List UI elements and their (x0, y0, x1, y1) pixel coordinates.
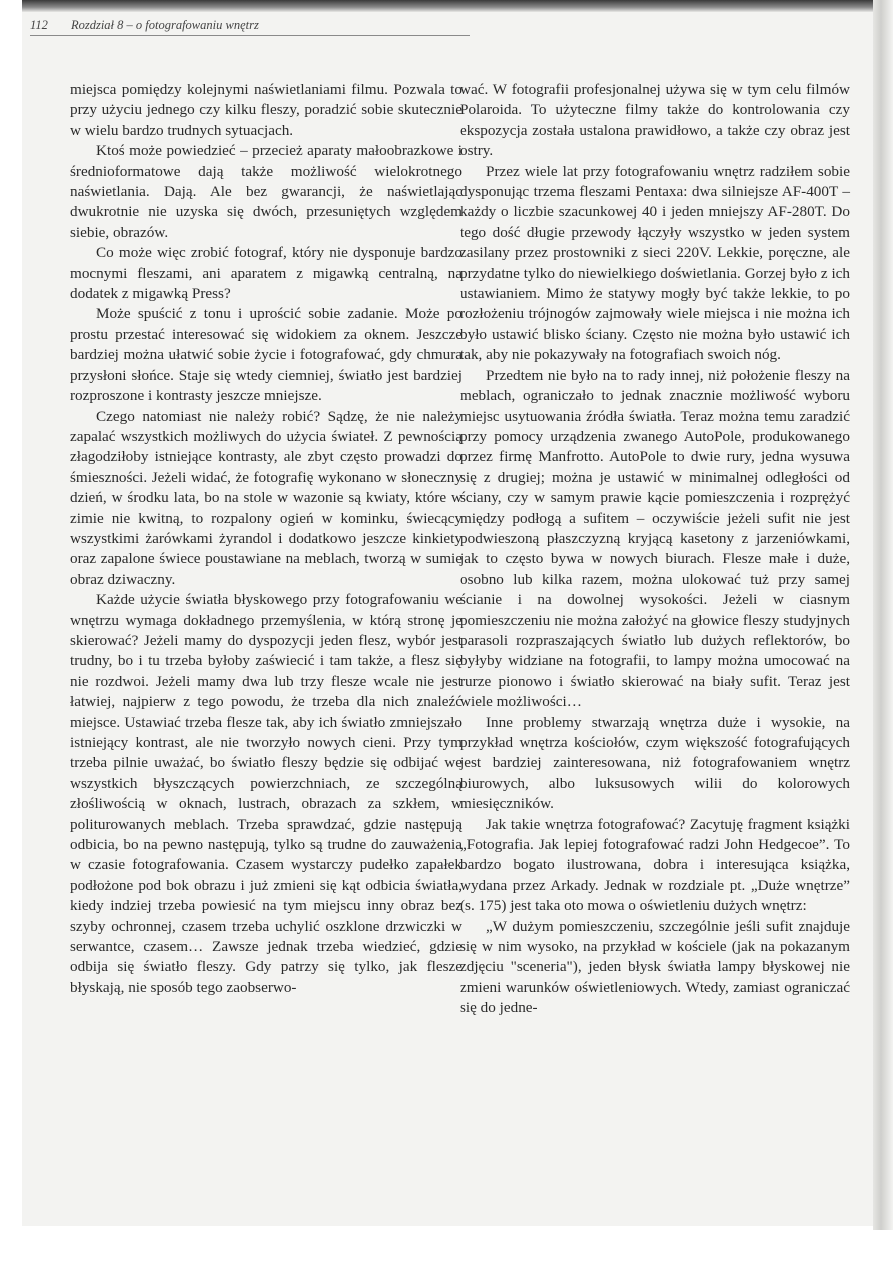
paragraph: miejsca pomiędzy kolejnymi naświetlaniami filmu. Pozwala to przy użyciu jednego czy kilku fleszy, poradzić sobie skutecznie w wielu bardzo trudnych sytuacjach. (70, 81, 462, 139)
page-number: 112 (30, 18, 48, 32)
paragraph: Czego natomiast nie należy robić? Sądzę, że nie należy zapalać wszystkich możliwych do użycia świateł. Z pewnością złagodziłoby istniejące kontrasty, ale zbyt często prowadzi do śmieszności. Jeżeli widać, że fotografię wykonano w słoneczny dzień, w środku lata, bo na stole w wazonie są kwiaty, które w zimie nie kwitną, to rozpalony ogień w kominku, świecący wszystkimi żarówkami żyrandol i dodatkowo jeszcze kinkiety oraz zapalone świece poustawiane na meblach, tworzą w sumie obraz dziwaczny. (70, 407, 462, 588)
paragraph: „W dużym pomieszczeniu, szczególnie jeśli sufit znajduje się w nim wysoko, na przykład w kościele (jak na pokazanym zdjęciu "sceneria"), jeden błysk światła lampy błyskowej nie zmieni warunków oświetleniowych. Wtedy, zamiast ograniczać się do jedne- (460, 917, 850, 1017)
right-text-column (460, 80, 850, 1019)
scan-left-margin (0, 0, 22, 1230)
paragraph: Inne problemy stwarzają wnętrza duże i wysokie, na przykład wnętrza kościołów, czym większość fotografujących jest bardziej zainteresowana, niż fotografowaniem wnętrz biurowych, albo luksusowych wilii do kolorowych miesięczników. (460, 713, 850, 813)
paragraph: wać. W fotografii profesjonalnej używa się w tym celu filmów Polaroida. To użyteczne filmy także do kontrolowania czy ekspozycja została ustalona prawidłowo, a także czy obraz jest ostry. (460, 81, 850, 160)
scan-right-edge (873, 0, 893, 1230)
paragraph: Przez wiele lat przy fotografowaniu wnętrz radziłem sobie dysponując trzema fleszami Pentaxa: dwa silniejsze AF-400T – każdy o liczbie szacunkowej 40 i jeden mniejszy AF-280T. Do tego dość długie przewody łączyły wszystko w jeden system zasilany przez prostowniki z sieci 220V. Lekkie, poręczne, ale przydatne tylko do niewielkiego doświetlania. Gorzej było z ich ustawianiem. Mimo że statywy mogły być także lekkie, to po rozłożeniu trójnogów zajmowały wiele miejsca i nie można ich było ustawić blisko ściany. Często nie można było ustawić ich tak, aby nie pokazywały na fotografiach swoich nóg. (460, 162, 850, 364)
running-title: Rozdział 8 – o fotografowaniu wnętrz (70, 18, 259, 32)
left-text-column (70, 80, 462, 998)
scan-top-edge (22, 0, 893, 12)
paragraph: Może spuścić z tonu i uprościć sobie zadanie. Może po prostu przestać interesować się widokiem za oknem. Jeszcze bardziej można ułatwić sobie życie i fotografować, gdy chmura przysłoni słońce. Staje się wtedy ciemniej, światło jest bardziej rozproszone i kontrasty jeszcze mniejsze. (70, 305, 462, 405)
running-header (30, 18, 470, 36)
paragraph: Każde użycie światła błyskowego przy fotografowaniu we wnętrzu wymaga dokładnego przemyślenia, w którą stronę je skierować? Jeżeli mamy do dyspozycji jeden flesz, wybór jest trudny, bo i tu trzeba byłoby zaświecić i tam także, a flesz się nie rozdwoi. Jeżeli mamy dwa lub trzy flesze wcale nie jest łatwiej, najpierw z tego powodu, że trzeba dla nich znaleźć miejsce. Ustawiać trzeba flesze tak, aby ich światło zmniejszało istniejący kontrast, ale nie tworzyło nowych cieni. Przy tym trzeba pilnie uważać, bo światło fleszy będzie się odbijać we wszystkich błyszczących powierzchniach, ze szczególną złośliwością w oknach, lustrach, obrazach za szkłem, w politurowanych meblach. Trzeba sprawdzać, gdzie następują odbicia, bo na pewno następują, tylko są trudne do zauważenia w czasie fotografowania. Czasem wystarczy pudełko zapałek podłożone pod bok obrazu i już zmieni się kąt odbicia światła, kiedy indziej trzeba powiesić na tym miejscu inny obraz bez szyby ochronnej, czasem trzeba uchylić oszklone drzwiczki w serwantce, czasem… Zawsze jednak trzeba wiedzieć, gdzie odbija się światło fleszy. Gdy patrzy się tylko, jak flesze błyskają, nie sposób tego zaobserwo- (70, 591, 462, 996)
paragraph: Co może więc zrobić fotograf, który nie dysponuje bardzo mocnymi fleszami, ani aparatem z migawką centralną, na dodatek z migawką Press? (70, 244, 462, 303)
paragraph: Przedtem nie było na to rady innej, niż położenie fleszy na meblach, ograniczało to jednak znacznie możliwość wyboru miejsc usytuowania źródła światła. Teraz można temu zaradzić przy pomocy urządzenia zwanego AutoPole, produkowanego przez firmę Manfrotto. AutoPole to dwie rury, jedna wysuwa się z drugiej; można je ustawić w minimalnej odległości od ściany, czy w samym prawie kącie pomieszczenia i rozprężyć między podłogą a sufitem – oczywiście jeżeli sufit nie jest podwieszoną płaszczyzną kryjącą kasetony z jarzeniówkami, jak to często bywa w nowych biurach. Flesze małe i duże, osobno lub kilka razem, można ulokować tuż przy samej ścianie i na dowolnej wysokości. Jeżeli w ciasnym pomieszczeniu nie można założyć na głowice fleszy studyjnych parasoli rozpraszających światło lub dużych reflektorów, bo byłyby widziane na fotografii, to lampy można umocować na rurze pionowo i światło skierować na biały sufit. Teraz jest wiele możliwości… (460, 366, 850, 711)
paragraph: Ktoś może powiedzieć – przecież aparaty małoobrazkowe i średnioformatowe dają także możliwość wielokrotnego naświetlania. Dają. Ale bez gwarancji, że naświetlając dwukrotnie nie uzyska się dwóch, przesuniętych względem siebie, obrazów. (70, 142, 462, 241)
paragraph: Jak takie wnętrza fotografować? Zacytuję fragment książki „Fotografia. Jak lepiej fotografować radzi John Hedgecoe”. To bardzo bogato ilustrowana, dobra i interesująca książka, wydana przez Arkady. Jednak w rozdziale pt. „Duże wnętrze” (s. 175) jest taka oto mowa o oświetleniu dużych wnętrz: (460, 815, 850, 915)
